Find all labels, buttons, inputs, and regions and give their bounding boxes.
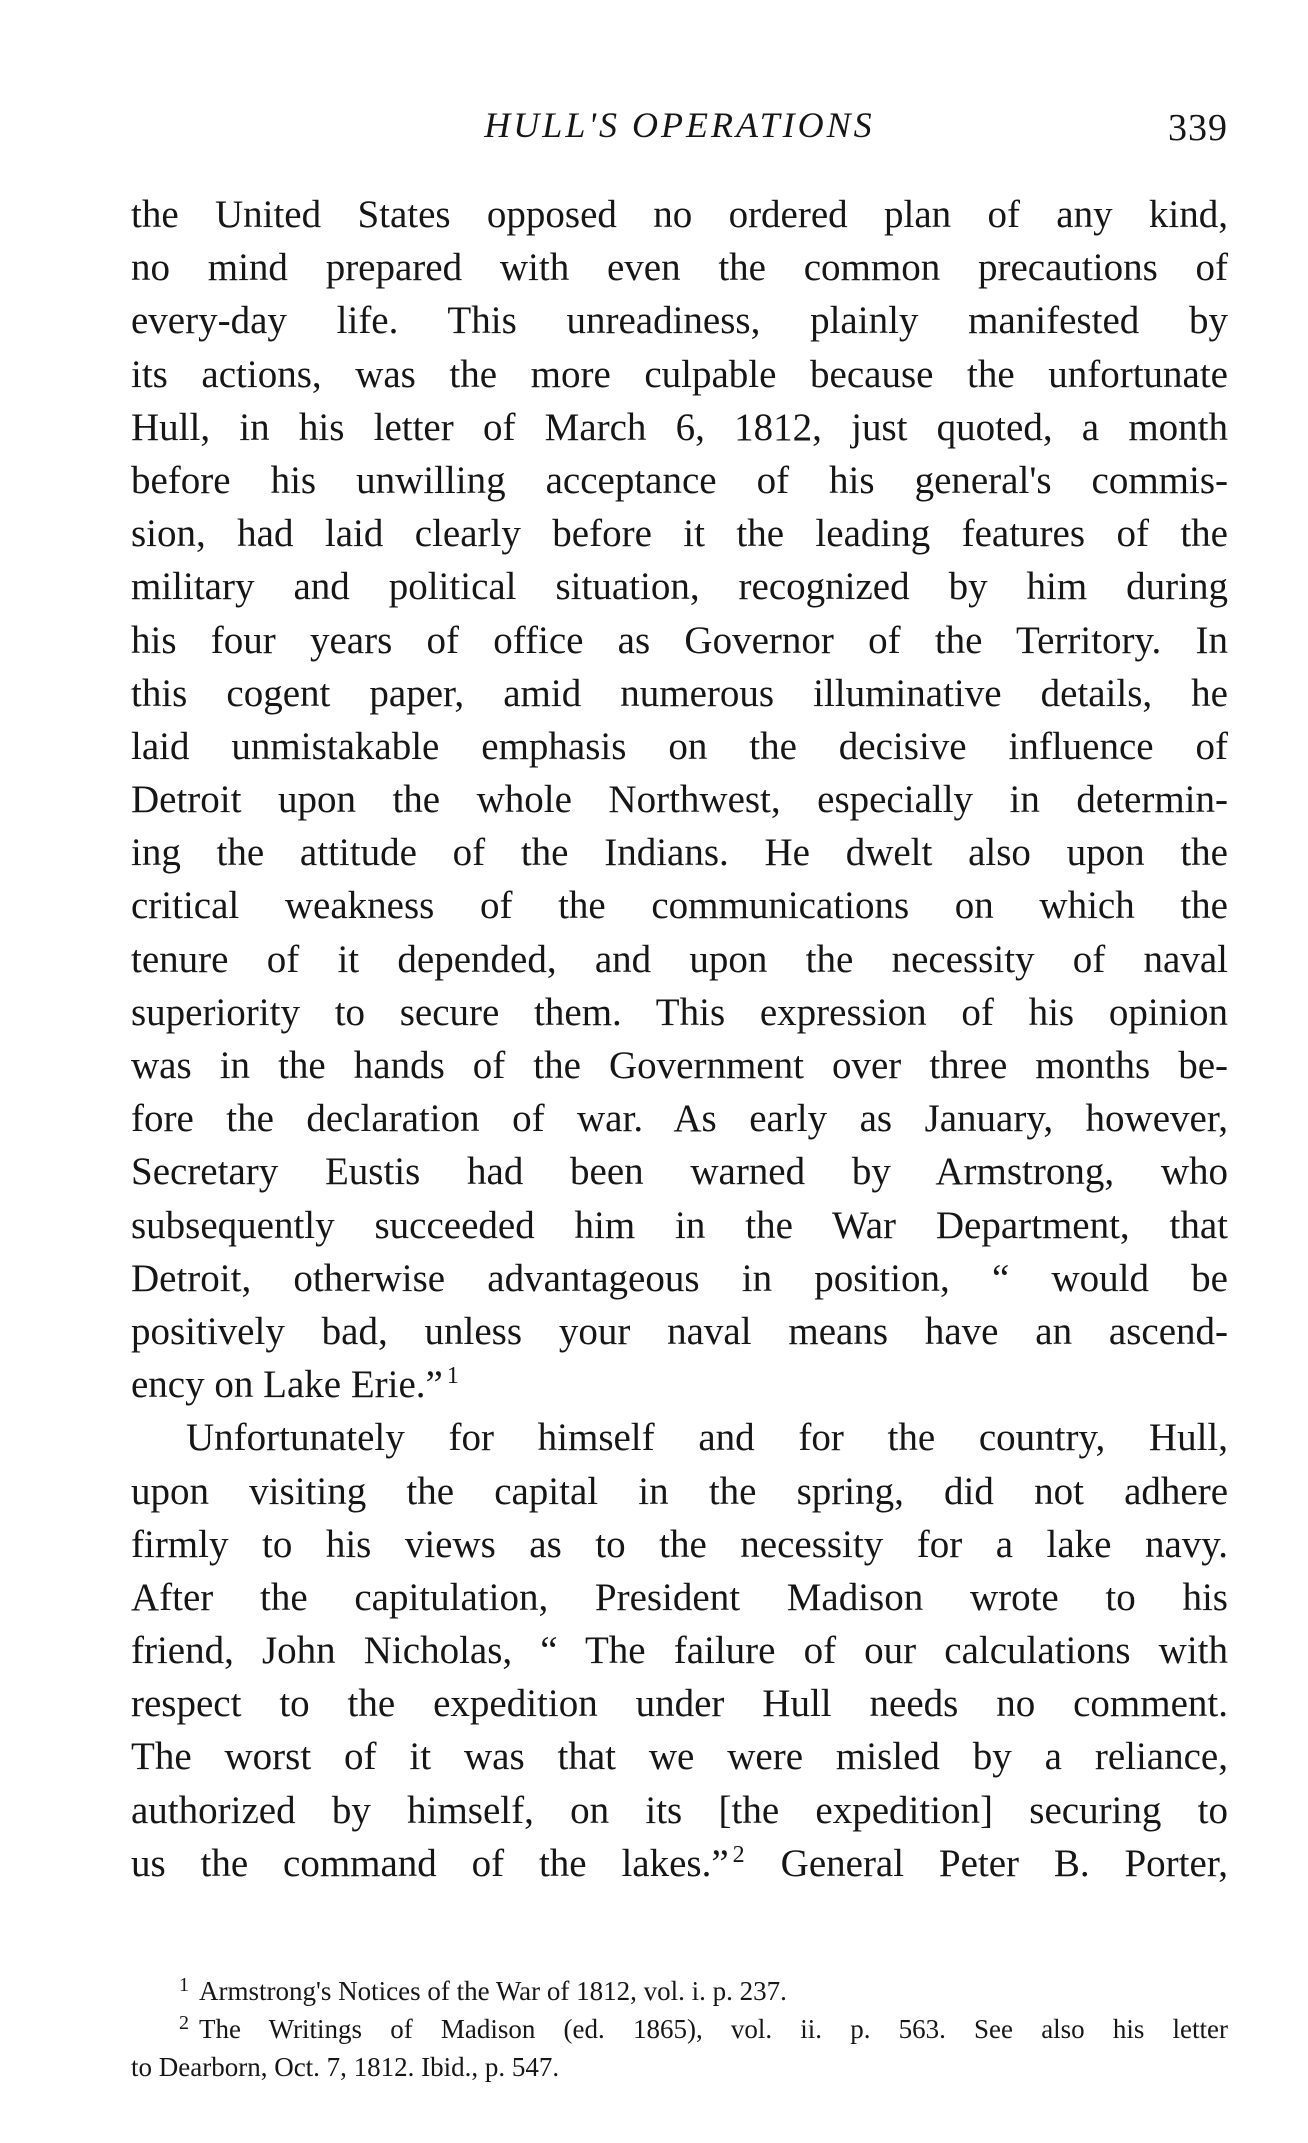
text-line: Hull, in his letter of March 6, 1812, just quoted, a month: [131, 405, 1228, 449]
text-line: no mind prepared with even the common precautions of: [131, 246, 1228, 290]
text-line: sion, had laid clearly before it the leading features of the: [131, 512, 1228, 556]
text-line: this cogent paper, amid numerous illuminative details, he: [131, 671, 1228, 715]
footnote-reference-2: 2: [732, 1841, 745, 1868]
text-line: After the capitulation, President Madison wrote to his: [131, 1575, 1228, 1619]
text-line-content: us the command of the lakes.”: [131, 1841, 729, 1885]
text-line: firmly to his views as to the necessity for a lake navy.: [131, 1522, 1228, 1566]
footnote-2-text: The Writings of Madison (ed. 1865), vol. ii. p. 563. See also his letter: [199, 2014, 1228, 2044]
footnotes: [131, 1972, 1228, 2086]
text-line: respect to the expedition under Hull needs no comment.: [131, 1682, 1228, 1726]
text-line: superiority to secure them. This expression of his opinion: [131, 990, 1228, 1034]
text-line-content: ency on Lake Erie.”: [131, 1363, 443, 1407]
footnote-1-mark: 1: [179, 1974, 189, 1996]
text-line: its actions, was the more culpable because the unfortunate: [131, 352, 1228, 396]
text-line: Detroit, otherwise advantageous in position, “ would be: [131, 1256, 1228, 1300]
text-line: fore the declaration of war. As early as January, however,: [131, 1097, 1228, 1141]
running-head: HULL'S OPERATIONS: [484, 105, 875, 145]
text-line: ing the attitude of the Indians. He dwelt also upon the: [131, 831, 1228, 875]
text-line: the United States opposed no ordered plan of any kind,: [131, 193, 1228, 236]
body-text: [131, 188, 1228, 1890]
page-number: 339: [1168, 107, 1228, 149]
text-line: [131, 1837, 1228, 1890]
text-line: every-day life. This unreadiness, plainly manifested by: [131, 299, 1228, 343]
footnote-1-text: Armstrong's Notices of the War of 1812, vol. i. p. 237.: [199, 1976, 787, 2006]
text-line: friend, John Nicholas, “ The failure of our calculations with: [131, 1629, 1228, 1673]
text-line: Secretary Eustis had been warned by Armstrong, who: [131, 1150, 1228, 1194]
text-line: was in the hands of the Government over three months be-: [131, 1044, 1228, 1087]
text-line: military and political situation, recognized by him during: [131, 565, 1228, 609]
text-line: positively bad, unless your naval means have an ascend-: [131, 1309, 1228, 1353]
footnote-reference-1: 1: [446, 1363, 459, 1390]
text-line: tenure of it depended, and upon the necessity of naval: [131, 937, 1228, 981]
text-line: his four years of office as Governor of the Territory. In: [131, 618, 1228, 662]
text-line: [131, 1358, 1228, 1411]
text-line-content: General Peter B. Porter,: [780, 1841, 1228, 1885]
page-header: [131, 104, 1228, 154]
footnote-2-mark: 2: [179, 2012, 189, 2034]
text-line: subsequently succeeded him in the War Department, that: [131, 1203, 1228, 1247]
text-line: authorized by himself, on its [the expedition] securing to: [131, 1788, 1228, 1832]
text-line: laid unmistakable emphasis on the decisive influence of: [131, 724, 1228, 768]
footnote-2-continuation: to Dearborn, Oct. 7, 1812. Ibid., p. 547.: [131, 2052, 560, 2082]
text-line: before his unwilling acceptance of his general's commis-: [131, 458, 1228, 502]
footnote-2: [131, 2010, 1228, 2048]
text-line: upon visiting the capital in the spring, did not adhere: [131, 1469, 1228, 1513]
text-line: Unfortunately for himself and for the country, Hull,: [186, 1416, 1228, 1460]
footnote-1: [131, 1972, 1228, 2010]
text-line: Detroit upon the whole Northwest, especially in determin-: [131, 778, 1228, 822]
text-line: critical weakness of the communications on which the: [131, 884, 1228, 928]
text-line: The worst of it was that we were misled by a reliance,: [131, 1735, 1228, 1779]
